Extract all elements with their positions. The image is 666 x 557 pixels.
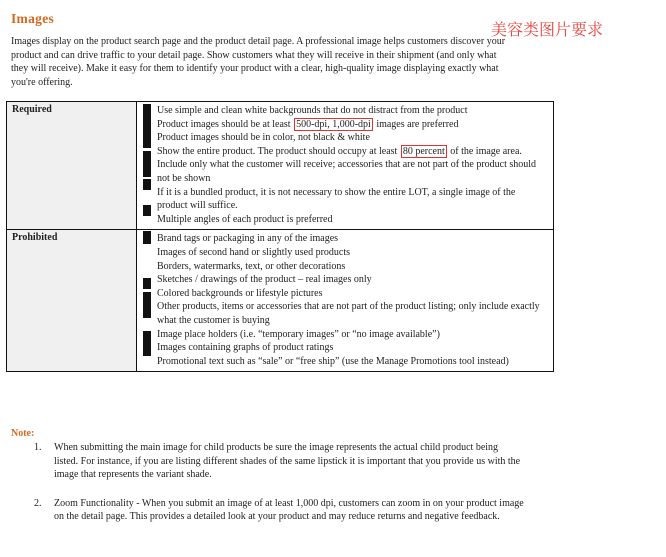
note-item [34,497,524,524]
bullet-marker [143,331,151,356]
list-item [157,355,553,369]
prohibited-items [157,230,553,371]
item-text: Borders, watermarks, text, or other decorations [157,260,346,272]
note-item [34,441,524,482]
item-text: Images of second hand or slightly used products [157,246,351,258]
required-items [157,102,553,229]
list-item [157,186,553,213]
item-text-continued: images are preferred [376,118,459,130]
bullet-marker [143,278,151,289]
item-text-continued: of the image area. [450,145,522,157]
intro-paragraph: Images display on the product search page and the product detail page. A professional image helps customers discover your product and can drive traffic to your detail page. Show customers what they will receive in their shipment (and only what they will receive). Make it easy for them to identify your product with a clear, high-quality image displaying exactly what you're offering. [11,36,506,88]
list-item [157,341,553,355]
note-text: When submitting the main image for child products be sure the image represents the actual child product being listed. For instance, if you are listing different shades of the same lipstick it is important that you provide us with the image that represents the variant shade. [54,442,521,481]
bullet-marker [143,232,151,244]
item-text: Sketches / drawings of the product – real images only [157,274,372,286]
item-text: Product images should be in color, not black & white [157,132,370,144]
item-text: Product images should be at least [157,118,291,130]
prohibited-section [7,229,553,371]
list-item [157,145,553,159]
item-text: Multiple angles of each product is preferred [157,213,333,225]
item-text: Other products, items or accessories that are not part of the product listing; only include exactly what the customer is buying [157,301,540,326]
note-number: 2. [34,497,42,509]
item-text: Use simple and clean white backgrounds that do not distract from the product [157,105,468,116]
item-text: Show the entire product. The product should occupy at least [157,145,398,157]
note-number: 1. [34,442,42,453]
highlighted-value: 80 percent [402,145,445,157]
list-item [157,213,553,227]
required-label: Required [7,102,137,229]
image-requirements-table [6,101,554,372]
prohibited-bullets [137,230,157,371]
prohibited-label: Prohibited [7,230,137,371]
bullet-marker [143,104,151,148]
required-section [7,102,553,229]
item-text: Images containing graphs of product ratings [157,342,334,354]
item-text: Image place holders (i.e. “temporary images” or “no image available”) [157,328,440,340]
list-item [157,232,553,246]
bullet-marker [143,205,151,216]
bullet-marker [143,179,151,190]
list-item [157,273,553,287]
list-item [157,300,553,327]
item-text: Colored backgrounds or lifestyle pictures [157,287,323,299]
chinese-caption: 美容类图片要求 [491,20,604,39]
note-text: Zoom Functionality - When you submit an image of at least 1,000 dpi, customers can zoom in on your product image on the detail page. This provides a detailed look at your product and may reduce returns and negative feedback. [54,497,524,523]
list-item [157,328,553,342]
item-text: If it is a bundled product, it is not necessary to show the entire LOT, a single image of the product will suffice. [157,186,516,212]
list-item [157,260,553,274]
list-item [157,131,553,145]
item-text: Include only what the customer will receive; accessories that are not part of the product should not be shown [157,159,537,184]
item-text: Promotional text such as “sale” or “free ship” (use the Manage Promotions tool instead) [157,355,509,367]
page-title: Images [11,11,55,26]
bullet-marker [143,151,151,177]
note-title: Note: [11,428,35,439]
item-text: Brand tags or packaging in any of the images [157,233,339,245]
list-item [157,118,553,132]
bullet-marker [143,292,151,318]
list-item [157,158,553,185]
required-bullets [137,102,157,229]
list-item [157,104,553,118]
note-list [34,441,524,539]
list-item [157,246,553,260]
list-item [157,287,553,301]
highlighted-value: 500-dpi, 1,000-dpi [296,118,371,130]
